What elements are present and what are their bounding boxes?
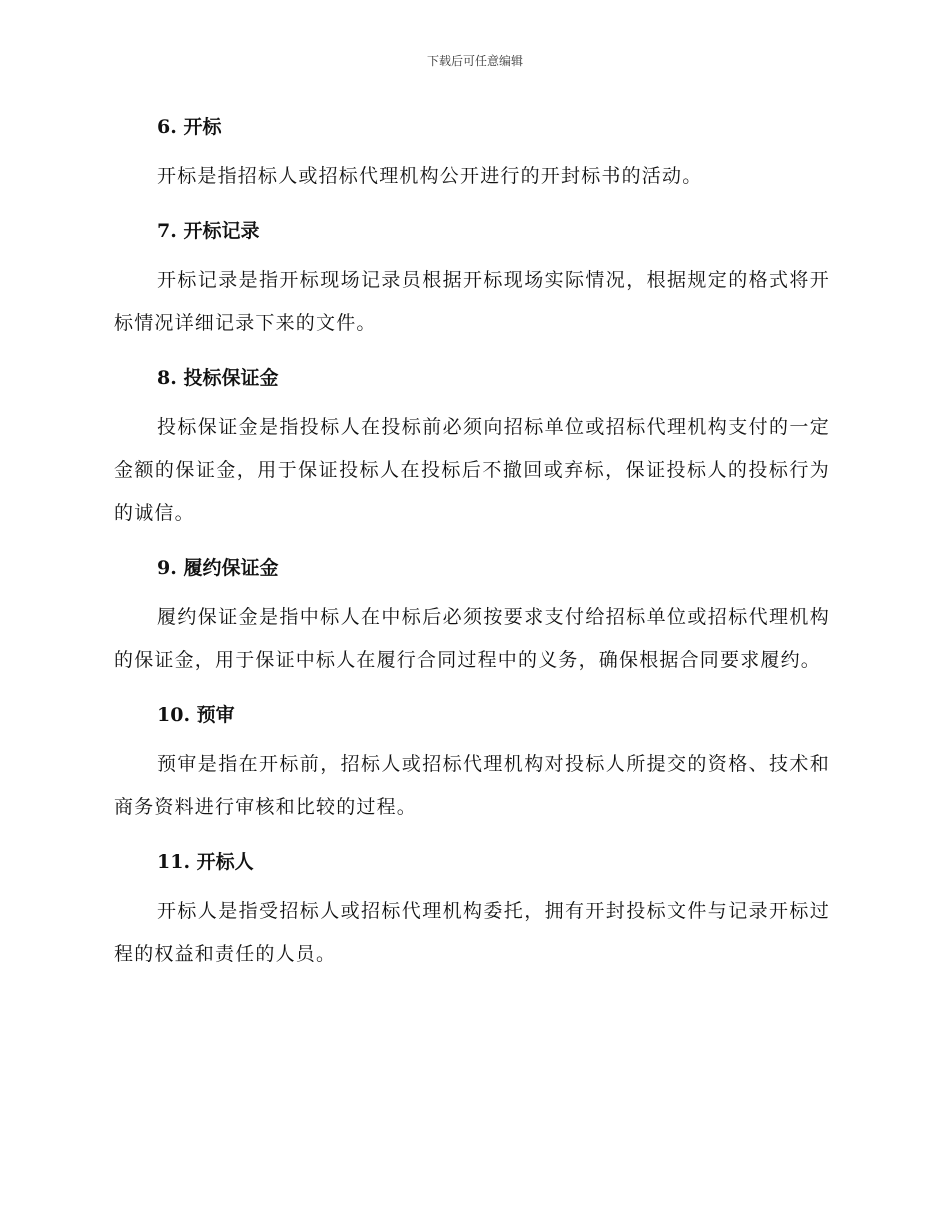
section-11: [114, 843, 830, 976]
section-6: [114, 108, 830, 198]
section-paragraph: 开标记录是指开标现场记录员根据开标现场实际情况，根据规定的格式将开标情况详细记录下来的文件。: [114, 269, 830, 334]
section-paragraph: 开标是指招标人或招标代理机构公开进行的开封标书的活动。: [157, 165, 703, 187]
section-8: [114, 359, 830, 535]
document-body: [114, 108, 830, 990]
page-header-note: 下载后可任意编辑: [426, 54, 523, 68]
section-7: [114, 212, 830, 345]
section-paragraph: 履约保证金是指中标人在中标后必须按要求支付给招标单位或招标代理机构的保证金，用于保证中标人在履行合同过程中的义务，确保根据合同要求履约。: [114, 606, 830, 671]
section-paragraph: 预审是指在开标前，招标人或招标代理机构对投标人所提交的资格、技术和商务资料进行审核和比较的过程。: [114, 753, 830, 818]
section-heading: 8. 投标保证金: [157, 367, 279, 389]
section-heading: 10. 预审: [157, 704, 235, 726]
section-heading: 7. 开标记录: [157, 220, 260, 242]
section-heading: 6. 开标: [157, 116, 222, 138]
section-paragraph: 开标人是指受招标人或招标代理机构委托，拥有开封投标文件与记录开标过程的权益和责任的人员。: [114, 900, 830, 965]
section-heading: 9. 履约保证金: [157, 557, 279, 579]
section-heading: 11. 开标人: [157, 851, 254, 873]
section-10: [114, 696, 830, 829]
section-paragraph: 投标保证金是指投标人在投标前必须向招标单位或招标代理机构支付的一定金额的保证金，用于保证投标人在投标后不撤回或弃标，保证投标人的投标行为的诚信。: [114, 416, 830, 524]
section-9: [114, 549, 830, 682]
